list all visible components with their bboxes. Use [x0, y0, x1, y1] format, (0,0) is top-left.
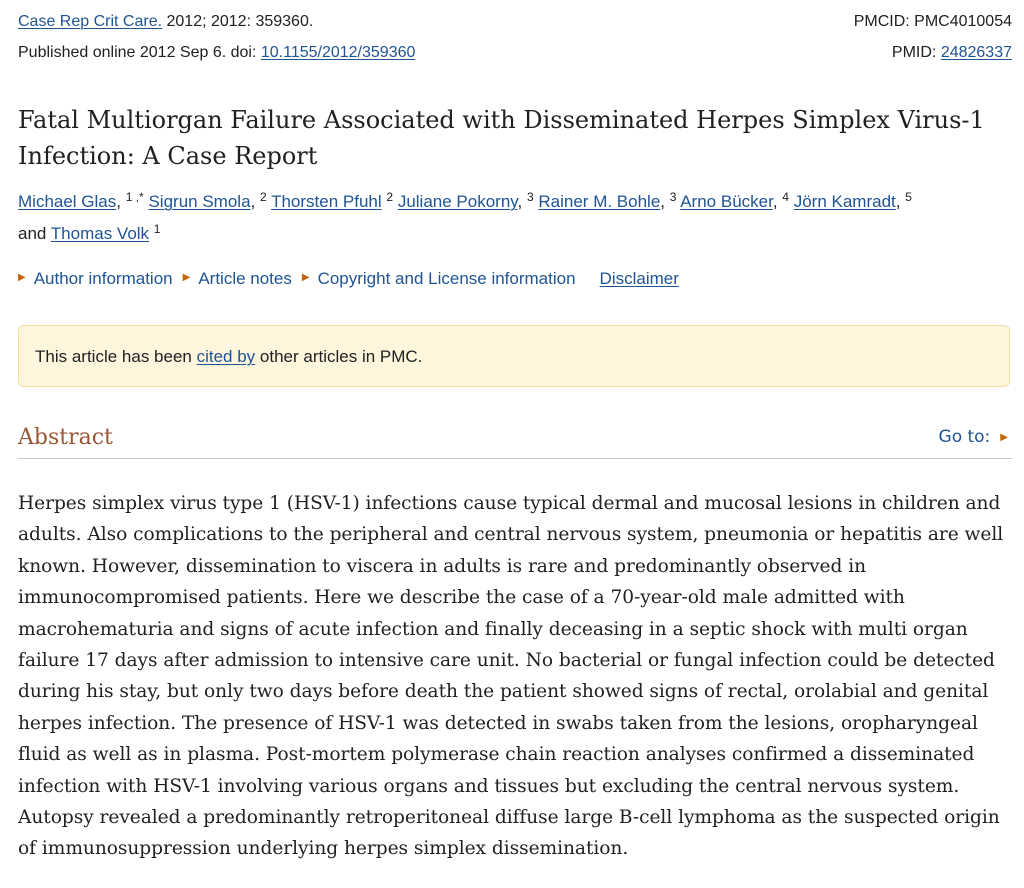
author-sep: ,: [895, 192, 906, 211]
triangle-right-icon: ▶: [182, 272, 191, 283]
article-notes-toggle[interactable]: [183, 268, 292, 290]
article-notes-label: Article notes: [198, 269, 292, 288]
abstract-heading: Abstract: [18, 425, 113, 450]
author-affiliation[interactable]: 2: [386, 190, 394, 204]
article-title: Fatal Multiorgan Failure Associated with Disseminated Herpes Simplex Virus-1 Infection: A Case Report: [18, 106, 985, 170]
pmid-link[interactable]: 24826337: [940, 44, 1012, 61]
author-sep: ,: [250, 192, 260, 211]
author-affiliation[interactable]: 1: [153, 222, 161, 236]
citation-left: [18, 12, 313, 32]
authors-and: and: [18, 224, 51, 243]
author-link[interactable]: Sigrun Smola: [148, 192, 251, 211]
author-link[interactable]: Juliane Pokorny: [397, 192, 518, 211]
author-affiliation[interactable]: 3: [526, 190, 534, 204]
article-sections: [18, 268, 679, 290]
author-link[interactable]: Arno Bücker: [680, 192, 773, 211]
triangle-right-icon: ▶: [18, 272, 26, 283]
volume-info: 2012; 2012: 359360.: [162, 13, 314, 30]
author-link[interactable]: Rainer M. Bohle: [538, 192, 661, 211]
author-link[interactable]: Thorsten Pfuhl: [271, 192, 382, 211]
copyright-toggle[interactable]: [302, 268, 576, 290]
author-information-label: Author information: [33, 269, 173, 288]
triangle-right-icon: ▶: [1000, 431, 1008, 443]
doi-link[interactable]: 10.1155/2012/359360: [260, 44, 416, 61]
pmcid: PMCID: PMC4010054: [853, 13, 1012, 30]
author-sep: ,: [660, 192, 670, 211]
author-sep: ,: [772, 192, 783, 211]
triangle-right-icon: ▶: [301, 272, 310, 283]
cited-by-notice: [18, 325, 1010, 387]
copyright-label: Copyright and License information: [317, 269, 576, 288]
published-row: [18, 43, 1012, 63]
pmid-prefix: PMID:: [891, 44, 941, 61]
author-affiliation[interactable]: 4: [782, 190, 789, 204]
goto-menu[interactable]: [939, 427, 1008, 447]
author-affiliation[interactable]: 1 ,*: [125, 190, 144, 204]
disclaimer-link[interactable]: Disclaimer: [599, 269, 679, 288]
cited-by-link[interactable]: cited by: [196, 347, 256, 366]
journal-link[interactable]: Case Rep Crit Care.: [18, 13, 163, 30]
author-link[interactable]: Thomas Volk: [50, 224, 150, 243]
author-sep: ,: [116, 192, 126, 211]
author-information-toggle[interactable]: [18, 268, 173, 290]
author-link[interactable]: Jörn Kamradt: [793, 192, 896, 211]
author-affiliation[interactable]: 3: [669, 190, 677, 204]
published-info: [18, 43, 415, 63]
pmid: [892, 43, 1012, 63]
author-list: [18, 186, 1018, 250]
notice-suffix: other articles in PMC.: [255, 347, 423, 366]
goto-label: Go to:: [938, 427, 991, 447]
author-link[interactable]: Michael Glas: [18, 192, 117, 211]
author-affiliation[interactable]: 2: [259, 190, 267, 204]
notice-prefix: This article has been: [35, 347, 197, 366]
published-prefix: Published online 2012 Sep 6. doi:: [18, 44, 261, 61]
author-affiliation[interactable]: 5: [905, 190, 912, 204]
abstract-text: Herpes simplex virus type 1 (HSV-1) infections cause typical dermal and mucosal lesions in children and adults. Also complications to the peripheral and central nervous system, pneumonia or hepatitis are well known. However, dissemination to viscera in adults is rare and predominantly observed in immunocompromised patients. Here we describe the case of a 70-year-old male admitted with macrohematuria and signs of acute infection and finally deceasing in a septic shock with multi organ failure 17 days after admission to intensive care unit. No bacterial or fungal infection could be detected during his stay, but only two days before death the patient showed signs of rectal, orolabial and genital herpes infection. The presence of HSV-1 was detected in swabs taken from the lesions, oropharyngeal fluid as well as in plasma. Post-mortem polymerase chain reaction analyses confirmed a disseminated infection with HSV-1 involving various organs and tissues but excluding the central nervous system. Autopsy revealed a predominantly retroperitoneal diffuse large B-cell lymphoma as the suspected origin of immunosuppression underlying herpes simplex dissemination.: [18, 493, 1004, 860]
citation-row: [18, 12, 1012, 32]
author-sep: ,: [517, 192, 527, 211]
abstract-header: [18, 423, 1012, 459]
